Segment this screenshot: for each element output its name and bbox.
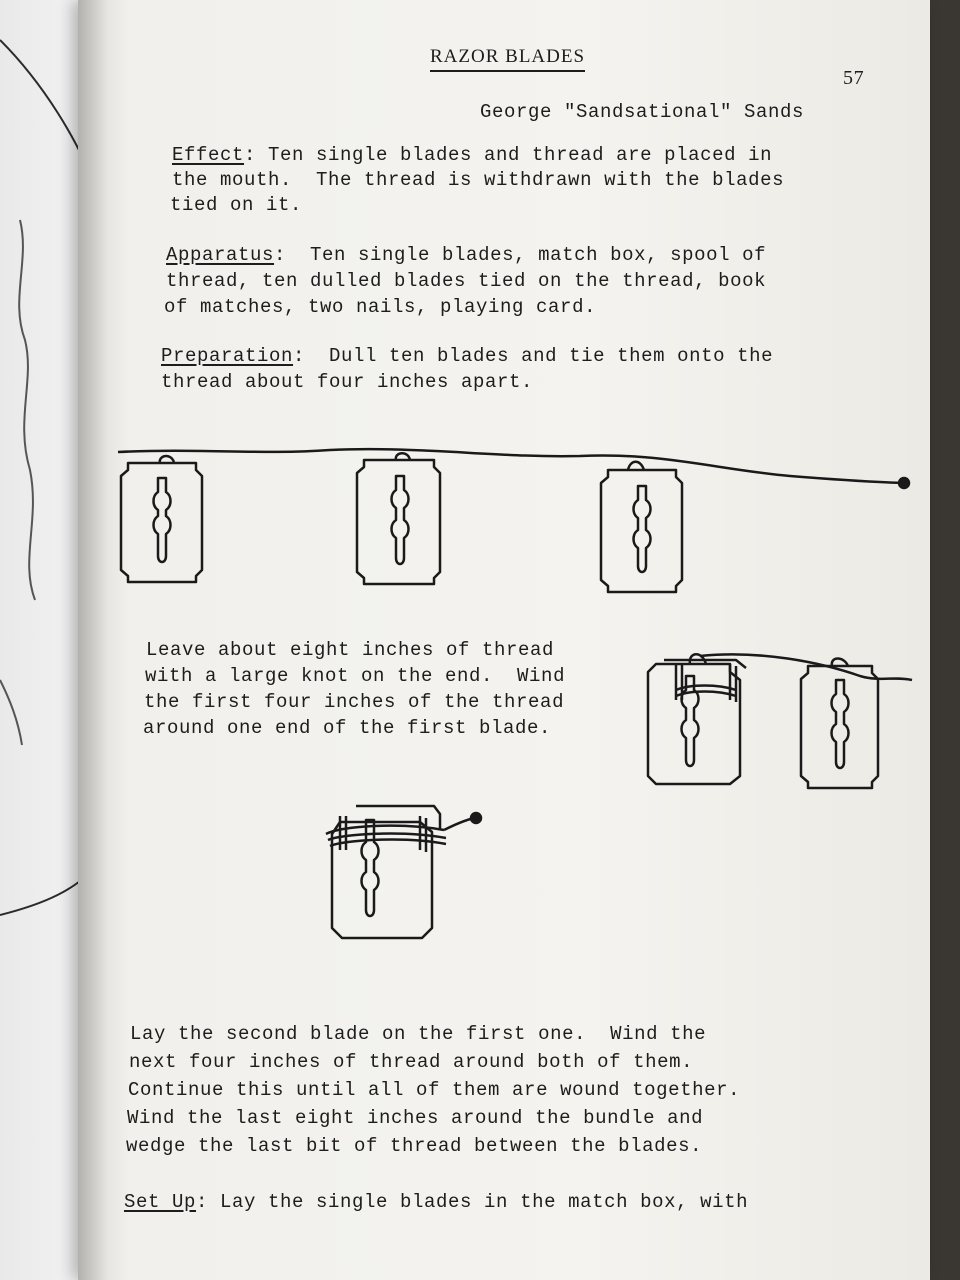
setup-line-1: Set Up: Lay the single blades in the match box, with	[124, 1191, 749, 1213]
effect-label: Effect	[172, 144, 245, 166]
apparatus-line-2: thread, ten dulled blades tied on the thread, book	[166, 270, 767, 292]
apparatus-line-1: Apparatus: Ten single blades, match box, spool of	[166, 244, 767, 266]
effect-line-1: Effect: Ten single blades and thread are placed in	[172, 144, 773, 166]
effect-line-2: the mouth. The thread is withdrawn with the blades	[172, 169, 785, 191]
caption-2-line-2: with a large knot on the end. Wind	[145, 665, 566, 687]
caption-2-line-1: Leave about eight inches of thread	[146, 639, 555, 661]
caption-3-line-3: Continue this until all of them are wound together.	[128, 1079, 741, 1101]
preparation-line-1: Preparation: Dull ten blades and tie them onto the	[161, 345, 774, 367]
apparatus-label: Apparatus	[166, 244, 275, 266]
page-number: 57	[843, 67, 865, 89]
page-gutter-shadow	[78, 0, 108, 1280]
preparation-label: Preparation	[161, 345, 294, 367]
setup-label: Set Up	[124, 1191, 197, 1213]
caption-3-line-2: next four inches of thread around both of them.	[129, 1051, 694, 1073]
caption-2-line-4: around one end of the first blade.	[143, 717, 552, 739]
preparation-line-2: thread about four inches apart.	[161, 371, 534, 393]
caption-3-line-1: Lay the second blade on the first one. Wind the	[130, 1023, 707, 1045]
caption-3-line-5: wedge the last bit of thread between the blades.	[126, 1135, 703, 1157]
caption-3-line-4: Wind the last eight inches around the bundle and	[127, 1107, 704, 1129]
author-line: George "Sandsational" Sands	[480, 101, 805, 123]
effect-line-3: tied on it.	[170, 194, 303, 216]
page-header: RAZOR BLADES	[430, 44, 585, 72]
caption-2-line-3: the first four inches of the thread	[144, 691, 565, 713]
apparatus-line-3: of matches, two nails, playing card.	[164, 296, 597, 318]
